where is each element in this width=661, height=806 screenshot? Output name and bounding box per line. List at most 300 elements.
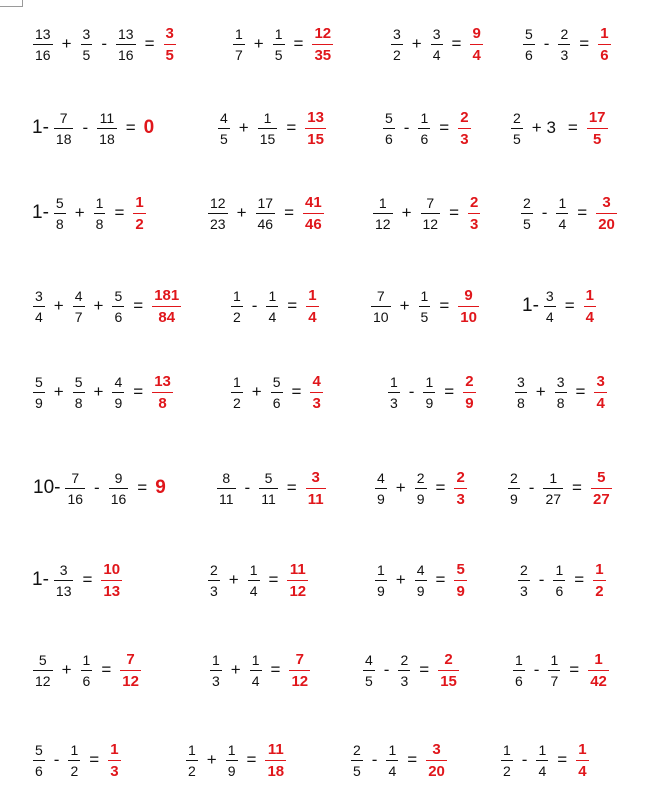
answer-fraction (152, 374, 173, 411)
answer-fraction (289, 652, 310, 689)
fraction (33, 289, 45, 324)
denominator: 2 (70, 762, 79, 779)
page-corner-marker (0, 0, 23, 7)
numerator: 3 (556, 373, 565, 390)
denominator: 12 (422, 215, 439, 232)
answer-fraction (454, 562, 466, 599)
equals-sign: = (246, 750, 257, 769)
answer-denominator: 4 (578, 762, 587, 780)
numerator: 3 (82, 25, 91, 42)
denominator: 6 (420, 130, 429, 147)
answer-numerator: 12 (314, 24, 332, 42)
problem (388, 14, 486, 74)
answer-fraction (463, 374, 475, 411)
operator: - (94, 478, 100, 497)
equals-sign: = (574, 570, 585, 589)
denominator: 4 (388, 762, 397, 779)
answer-numerator: 2 (444, 650, 453, 668)
numerator: 2 (353, 741, 361, 758)
numerator: 5 (114, 287, 123, 304)
whole-number: 1- (32, 569, 49, 590)
answer-denominator: 9 (456, 582, 465, 600)
denominator: 7 (74, 308, 83, 325)
answer-denominator: 20 (598, 215, 615, 233)
problem-row (0, 550, 661, 610)
denominator: 6 (525, 46, 533, 63)
denominator: 5 (365, 672, 373, 689)
fraction (73, 375, 85, 410)
answer-numerator: 5 (597, 468, 606, 486)
denominator: 3 (560, 46, 569, 63)
equals-sign: = (133, 382, 144, 401)
numerator: 5 (74, 373, 83, 390)
answer-fraction (458, 110, 470, 147)
equals-sign: = (89, 750, 100, 769)
numerator: 2 (520, 561, 528, 578)
numerator: 1 (235, 25, 243, 42)
operator: - (101, 34, 107, 53)
denominator: 13 (55, 582, 72, 599)
answer-numerator: 10 (103, 560, 121, 578)
denominator: 6 (82, 672, 91, 689)
numerator: 1 (268, 287, 277, 304)
equals-sign: = (82, 570, 93, 589)
denominator: 8 (556, 394, 565, 411)
fraction (273, 27, 285, 62)
operator: + (253, 34, 264, 53)
numerator: 8 (222, 469, 231, 486)
denominator: 9 (114, 394, 123, 411)
answer-denominator: 27 (592, 490, 610, 508)
equals-sign: = (270, 660, 281, 679)
operator: + (61, 660, 72, 679)
answer-denominator: 12 (291, 672, 309, 690)
denominator: 3 (520, 582, 528, 599)
problem (30, 14, 179, 74)
denominator: 6 (385, 130, 393, 147)
operator: - (371, 750, 378, 769)
fraction (518, 563, 530, 598)
numerator: 1 (378, 194, 387, 211)
equals-sign: = (435, 570, 446, 589)
denominator: 46 (257, 215, 274, 232)
fraction (543, 471, 563, 506)
fraction (33, 27, 53, 62)
problem (30, 362, 176, 422)
problem-row (0, 362, 661, 422)
answer-fraction (576, 742, 588, 779)
denominator: 5 (513, 130, 521, 147)
problem-row (0, 98, 661, 158)
fraction (256, 196, 276, 231)
answer-fraction (438, 652, 459, 689)
problem (498, 730, 592, 790)
answer-numerator: 3 (165, 24, 174, 42)
numerator: 5 (38, 651, 47, 668)
problem (522, 276, 599, 336)
answer-fraction (587, 110, 608, 147)
operator: + (206, 750, 217, 769)
fraction (33, 375, 45, 410)
numerator: 7 (59, 109, 68, 126)
numerator: 2 (510, 469, 518, 486)
answer-fraction (470, 26, 482, 63)
numerator: 4 (377, 469, 385, 486)
answer-denominator: 12 (122, 672, 139, 690)
answer-denominator: 42 (590, 672, 607, 690)
denominator: 9 (377, 582, 385, 599)
answer-numerator: 4 (312, 372, 321, 390)
problem (348, 730, 450, 790)
equals-sign: = (572, 478, 582, 497)
numerator: 5 (264, 469, 273, 486)
fraction (210, 653, 222, 688)
problem (30, 640, 144, 700)
fraction (373, 196, 393, 231)
fraction (555, 375, 567, 410)
numerator: 9 (114, 469, 123, 486)
numerator: 1 (227, 741, 236, 758)
numerator: 1 (233, 373, 241, 390)
denominator: 5 (82, 46, 91, 63)
numerator: 1 (274, 25, 283, 42)
problem (205, 183, 327, 243)
operator: - (541, 203, 548, 222)
problem (228, 276, 322, 336)
answer-fraction (306, 470, 326, 507)
denominator: 18 (55, 130, 72, 147)
equals-sign: = (284, 203, 295, 222)
equals-sign: = (439, 296, 450, 315)
numerator: 17 (257, 194, 274, 211)
answer-fraction (458, 288, 479, 325)
answer-numerator: 1 (578, 740, 587, 758)
fraction (558, 27, 570, 62)
fraction (419, 289, 431, 324)
numerator: 11 (99, 109, 115, 126)
problem (30, 276, 184, 336)
fraction (386, 743, 398, 778)
numerator: 5 (525, 25, 533, 42)
answer-denominator: 11 (307, 490, 324, 508)
numerator: 1 (82, 651, 91, 668)
equals-sign: = (133, 296, 144, 315)
problem (380, 98, 474, 158)
answer-denominator: 4 (472, 46, 481, 64)
answer-fraction (164, 26, 176, 63)
denominator: 2 (188, 762, 196, 779)
numerator: 1 (503, 741, 511, 758)
answer-fraction (598, 26, 610, 63)
answer-denominator: 4 (308, 308, 317, 326)
numerator: 2 (210, 561, 218, 578)
fraction (513, 653, 525, 688)
fraction (351, 743, 363, 778)
operator: - (538, 570, 545, 589)
problem (30, 730, 124, 790)
answer-numerator: 1 (308, 286, 317, 304)
fraction (231, 289, 243, 324)
numerator: 5 (55, 194, 64, 211)
answer-denominator: 35 (314, 46, 332, 64)
denominator: 9 (227, 762, 236, 779)
problem (385, 362, 479, 422)
problem (512, 362, 610, 422)
fraction (54, 111, 74, 146)
operator: - (383, 660, 390, 679)
equals-sign: = (449, 203, 460, 222)
answer-fraction (454, 470, 466, 507)
equals-sign: = (575, 382, 586, 401)
operator: - (528, 478, 535, 497)
equals-sign: = (286, 478, 297, 497)
operator: + (236, 203, 247, 222)
numerator: 1 (251, 651, 260, 668)
answer-fraction (468, 195, 480, 232)
answer-denominator: 10 (460, 308, 477, 326)
equals-sign: = (439, 118, 450, 137)
operator: + (411, 34, 422, 53)
denominator: 8 (95, 215, 104, 232)
operator: - (543, 34, 550, 53)
fraction (109, 471, 129, 506)
equals-sign: = (435, 478, 446, 497)
fraction (415, 471, 427, 506)
fraction (556, 196, 568, 231)
fraction (233, 27, 245, 62)
denominator: 9 (510, 490, 518, 507)
answer-denominator: 3 (460, 130, 469, 148)
fraction (383, 111, 395, 146)
numerator: 1 (515, 651, 523, 668)
answer-fraction (596, 195, 617, 232)
fraction (544, 289, 556, 324)
numerator: 1 (558, 194, 567, 211)
answer-fraction (152, 288, 181, 325)
denominator: 9 (416, 490, 425, 507)
fraction (371, 289, 391, 324)
operator: + (53, 296, 64, 315)
fraction (508, 471, 520, 506)
equals-sign: = (407, 750, 418, 769)
numerator: 3 (59, 561, 68, 578)
numerator: 2 (416, 469, 425, 486)
denominator: 10 (373, 308, 389, 325)
whole-number: 1- (32, 117, 49, 138)
answer-denominator: 84 (158, 308, 176, 326)
fraction (271, 375, 283, 410)
answer-numerator: 2 (456, 468, 465, 486)
answer-numerator: 3 (602, 193, 611, 211)
answer-denominator: 3 (470, 215, 479, 233)
fraction (68, 743, 80, 778)
fraction (54, 196, 66, 231)
denominator: 4 (432, 46, 441, 63)
operator: - (533, 660, 540, 679)
answer-denominator: 3 (456, 490, 465, 508)
fraction (231, 375, 243, 410)
fraction (208, 563, 220, 598)
answer-fraction (306, 288, 318, 325)
fraction (375, 471, 387, 506)
problem (505, 458, 615, 518)
numerator: 3 (35, 287, 43, 304)
equals-sign: = (291, 382, 302, 401)
equals-sign: = (101, 660, 112, 679)
problem (215, 98, 329, 158)
denominator: 18 (99, 130, 115, 147)
numerator: 1 (390, 373, 398, 390)
denominator: 9 (377, 490, 385, 507)
denominator: 9 (416, 582, 425, 599)
fraction (523, 27, 535, 62)
denominator: 9 (425, 394, 434, 411)
answer-fraction (312, 26, 333, 63)
fraction (548, 653, 560, 688)
operator: - (521, 750, 528, 769)
equals-sign: = (268, 570, 279, 589)
denominator: 16 (117, 46, 134, 63)
numerator: 1 (377, 561, 385, 578)
answer-numerator: 1 (585, 286, 594, 304)
fraction (388, 375, 400, 410)
denominator: 11 (261, 490, 276, 507)
fraction (54, 563, 74, 598)
fraction (218, 111, 230, 146)
denominator: 7 (550, 672, 559, 689)
answer-denominator: 4 (585, 308, 594, 326)
numerator: 12 (210, 194, 226, 211)
problem (183, 730, 289, 790)
fraction (363, 653, 375, 688)
denominator: 2 (233, 308, 241, 325)
operator: - (408, 382, 415, 401)
fraction (33, 743, 45, 778)
problem (32, 98, 154, 158)
equals-sign: = (293, 34, 304, 53)
denominator: 6 (114, 308, 123, 325)
denominator: 6 (35, 762, 43, 779)
fraction (375, 563, 387, 598)
numerator: 3 (432, 25, 441, 42)
numerator: 4 (220, 109, 228, 126)
numerator: 1 (388, 741, 397, 758)
fraction (65, 471, 85, 506)
numerator: 3 (393, 25, 401, 42)
problem-row (0, 730, 661, 790)
problem (368, 276, 482, 336)
denominator: 12 (35, 672, 51, 689)
denominator: 6 (272, 394, 281, 411)
problem (518, 183, 620, 243)
answer-numerator: 1 (135, 193, 144, 211)
answer-denominator: 15 (307, 130, 324, 148)
numerator: 2 (560, 25, 569, 42)
fraction (112, 375, 124, 410)
problem (360, 640, 462, 700)
answer-denominator: 3 (312, 394, 321, 412)
denominator: 8 (74, 394, 83, 411)
operator: + (93, 296, 104, 315)
operator: - (53, 750, 60, 769)
answer-denominator: 12 (289, 582, 307, 600)
fraction (536, 743, 548, 778)
answer-fraction (305, 110, 326, 147)
numerator: 7 (426, 194, 435, 211)
problem (33, 458, 166, 518)
answer-numerator: 11 (289, 560, 306, 578)
operator: - (244, 478, 251, 497)
fraction (97, 111, 117, 146)
fraction (73, 289, 85, 324)
operator: + (399, 296, 410, 315)
numerator: 1 (425, 373, 434, 390)
denominator: 11 (219, 490, 234, 507)
answer-fraction (120, 652, 141, 689)
answer-numerator: 9 (464, 286, 473, 304)
answer-denominator: 15 (440, 672, 457, 690)
fraction (186, 743, 198, 778)
denominator: 6 (515, 672, 523, 689)
answer-denominator: 18 (267, 762, 285, 780)
operator: + (228, 570, 239, 589)
equals-sign: = (577, 203, 588, 222)
numerator: 5 (272, 373, 281, 390)
whole-number: 1- (32, 202, 49, 223)
numerator: 1 (249, 561, 258, 578)
answer-fraction (591, 470, 612, 507)
answer-denominator: 8 (158, 394, 167, 412)
denominator: 8 (517, 394, 525, 411)
denominator: 3 (212, 672, 220, 689)
answer-denominator: 2 (595, 582, 604, 600)
answer-fraction (108, 742, 120, 779)
problem (228, 362, 326, 422)
fraction (258, 111, 278, 146)
fraction (226, 743, 238, 778)
denominator: 9 (35, 394, 43, 411)
problem (370, 183, 483, 243)
operator: - (251, 296, 258, 315)
operator: + (401, 203, 412, 222)
numerator: 1 (263, 109, 272, 126)
fraction (398, 653, 410, 688)
problem (508, 98, 611, 158)
answer-whole: 0 (143, 117, 155, 138)
denominator: 4 (249, 582, 258, 599)
answer-numerator: 7 (295, 650, 304, 668)
denominator: 5 (523, 215, 531, 232)
answer-numerator: 1 (600, 24, 609, 42)
equals-sign: = (567, 118, 578, 137)
problem (520, 14, 614, 74)
answer-fraction (133, 195, 145, 232)
operator: + (61, 34, 72, 53)
numerator: 2 (513, 109, 521, 126)
answer-numerator: 41 (305, 193, 322, 211)
denominator: 3 (210, 582, 218, 599)
denominator: 5 (420, 308, 429, 325)
denominator: 4 (251, 672, 260, 689)
denominator: 4 (558, 215, 567, 232)
numerator: 4 (114, 373, 123, 390)
problem (214, 458, 329, 518)
problem (207, 640, 313, 700)
numerator: 1 (70, 741, 79, 758)
numerator: 3 (517, 373, 525, 390)
answer-numerator: 3 (596, 372, 605, 390)
whole-number: 1- (522, 295, 539, 316)
